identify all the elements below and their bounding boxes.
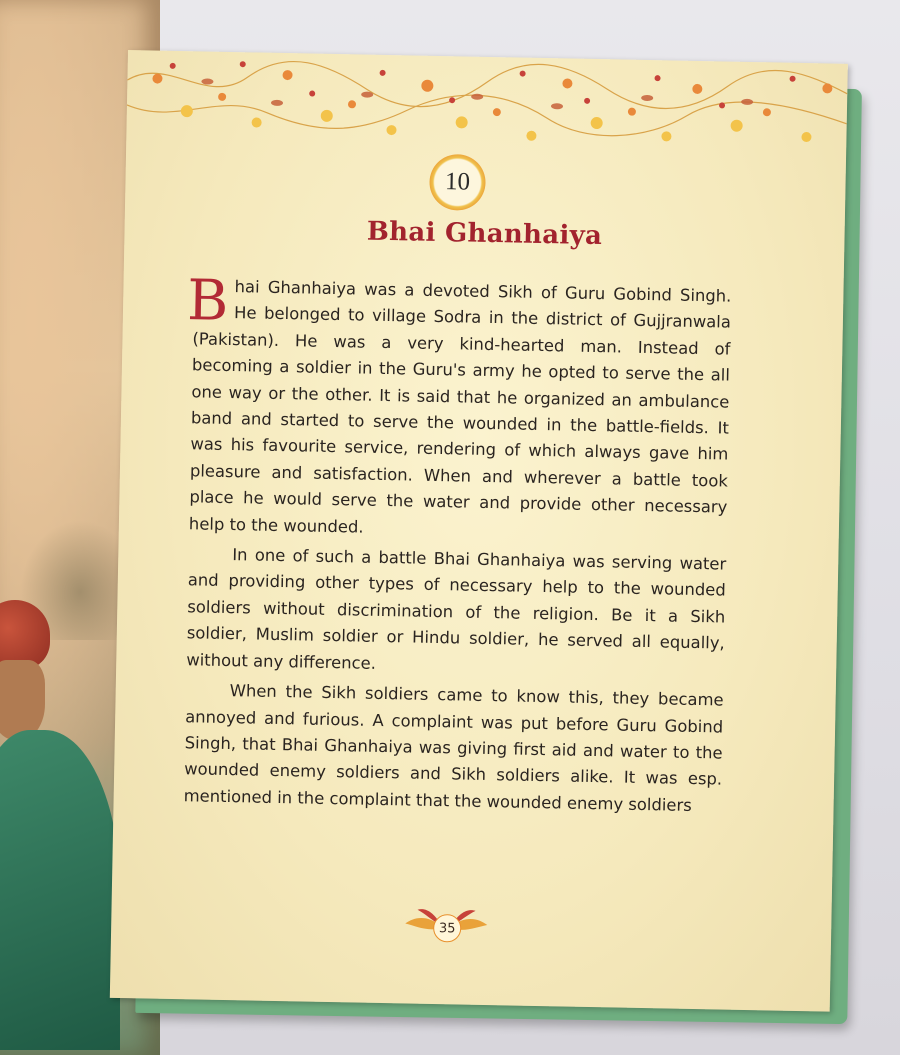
drop-cap: B <box>186 268 229 334</box>
paragraph-1 <box>186 268 732 547</box>
page-number: 35 <box>433 914 462 943</box>
figure-face <box>0 660 45 740</box>
figure-robe <box>0 730 120 1050</box>
book-page <box>110 50 848 1012</box>
chapter-number: 10 <box>444 168 471 196</box>
chapter-number-badge <box>429 154 486 211</box>
floral-border <box>126 50 848 159</box>
paragraph-2: In one of such a battle Bhai Ghanhaiya was serving water and providing other types of necessary help to the wounded soldiers without discrimination of the religion. Be it a Sikh soldier, Muslim soldier or Hindu soldier, he served all equally, without any difference. <box>186 545 727 673</box>
chapter-body <box>183 268 732 823</box>
chapter-title: Bhai Ghanhaiya <box>366 216 603 252</box>
page-number-ornament <box>401 903 492 945</box>
paragraph-3: When the Sikh soldiers came to know this, they became annoyed and furious. A complaint was put before Guru Gobind Singh, that Bhai Ghanhaiya was giving first aid and water to the wounded enemy soldiers and Sikh soldiers alike. It was esp. mentioned in the complaint that the wounded enemy soldiers <box>183 681 724 815</box>
paragraph-text: hai Ghanhaiya was a devoted Sikh of Guru Gobind Singh. He belonged to village Sodra in the district of Gujjranwala (Pakistan). He was a very kind-hearted man. Instead of becoming a soldier in the Guru's army he opted to serve the all one way or the other. It is said that he organized an ambulance band and started to serve the wounded in the battle-fields. It was his favourite service, rendering of which always gave him pleasure and satisfaction. When and wherever a battle took place he would serve the water and provide other necessary help to the wounded. <box>188 277 732 537</box>
